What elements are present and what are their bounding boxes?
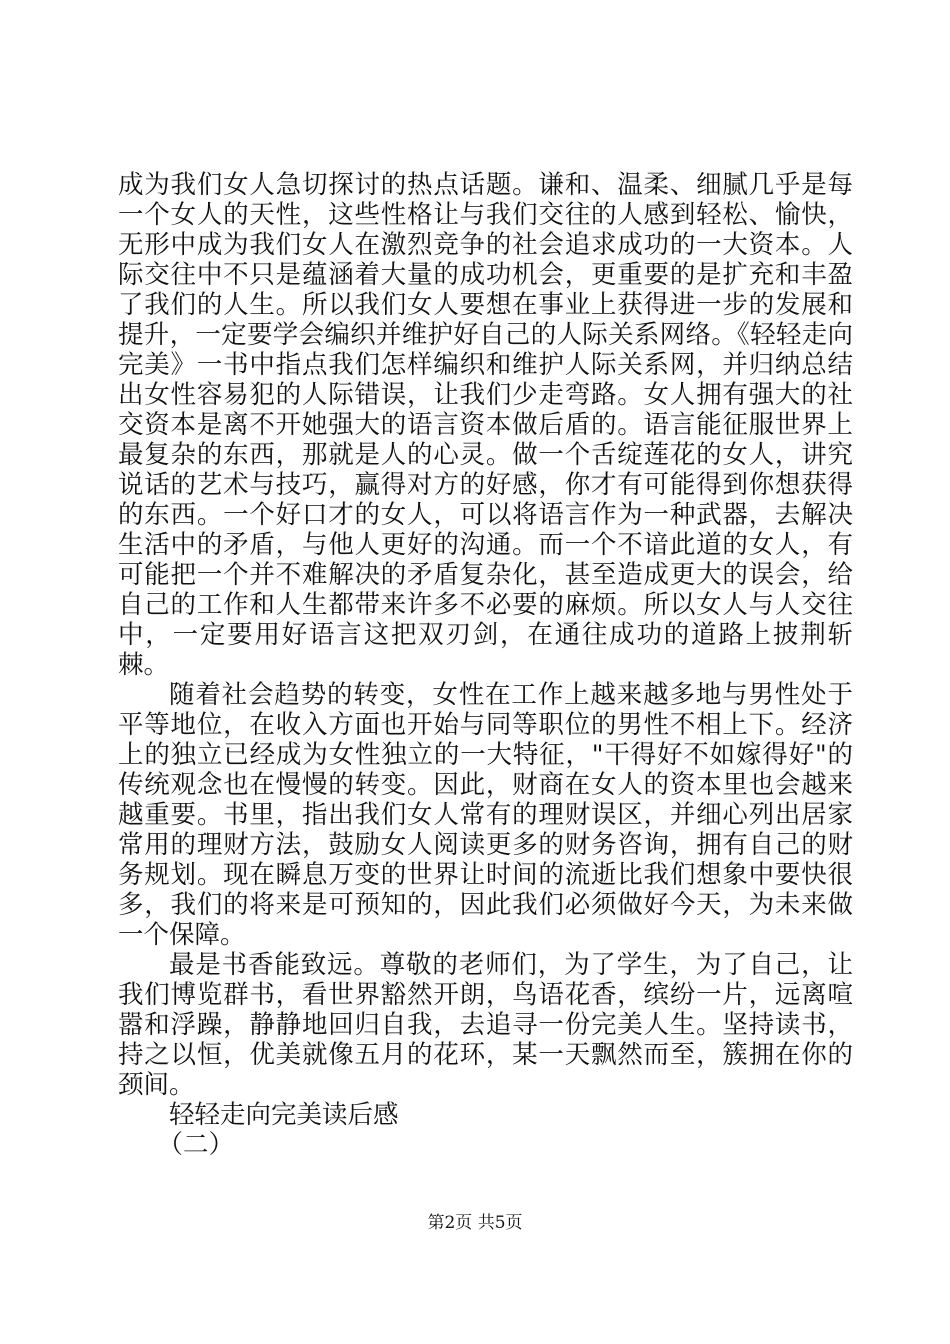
next-essay-subtitle: （二） [157,1130,235,1160]
paragraph-finance: 随着社会趋势的转变，女性在工作上越来越多地与男性处于平等地位，在收入方面也开始与同等职位的男性不相上下。经济上的独立已经成为女性独立的一大特征，"干得好不如嫁得好"的传统观念也在慢慢的转变。因此，财商在女人的资本里也会越来越重要。书里，指出我们女人常有的理财误区，并细心列出居家常用的理财方法，鼓励女人阅读更多的财务咨询，拥有自己的财务规划。现在瞬息万变的世界让时间的流逝比我们想象中要快很多，我们的将来是可预知的，因此我们必须做好今天，为未来做一个保障。 [118,680,853,950]
paragraph-conclusion: 最是书香能致远。尊敬的老师们，为了学生，为了自己，让我们博览群书，看世界豁然开朗，鸟语花香，缤纷一片，远离喧嚣和浮躁，静静地回归自我，去追寻一份完美人生。坚持读书，持之以恒，优美就像五月的花环，某一天飘然而至，簇拥在你的颈间。 [118,950,853,1100]
paragraph-continued: 成为我们女人急切探讨的热点话题。谦和、温柔、细腻几乎是每一个女人的天性，这些性格让与我们交往的人感到轻松、愉快，无形中成为我们女人在激烈竞争的社会追求成功的一大资本。人际交往中不只是蕴涵着大量的成功机会，更重要的是扩充和丰盈了我们的人生。所以我们女人要想在事业上获得进一步的发展和提升，一定要学会编织并维护好自己的人际关系网络。《轻轻走向完美》一书中指点我们怎样编织和维护人际关系网，并归纳总结出女性容易犯的人际错误，让我们少走弯路。女人拥有强大的社交资本是离不开她强大的语言资本做后盾的。语言能征服世界上最复杂的东西，那就是人的心灵。做一个舌绽莲花的女人，讲究说话的艺术与技巧，赢得对方的好感，你才有可能得到你想获得的东西。一个好口才的女人，可以将语言作为一种武器，去解决生活中的矛盾，与他人更好的沟通。而一个不谙此道的女人，有可能把一个并不难解决的矛盾复杂化，甚至造成更大的误会，给自己的工作和人生都带来许多不必要的麻烦。所以女人与人交往中，一定要用好语言这把双刃剑，在通往成功的道路上披荆斩棘。 [118,170,853,680]
next-essay-title: 轻轻走向完美读后感 [169,1100,399,1130]
page-number-footer: 第2页 共5页 [427,1213,523,1233]
document-body [118,170,853,1160]
